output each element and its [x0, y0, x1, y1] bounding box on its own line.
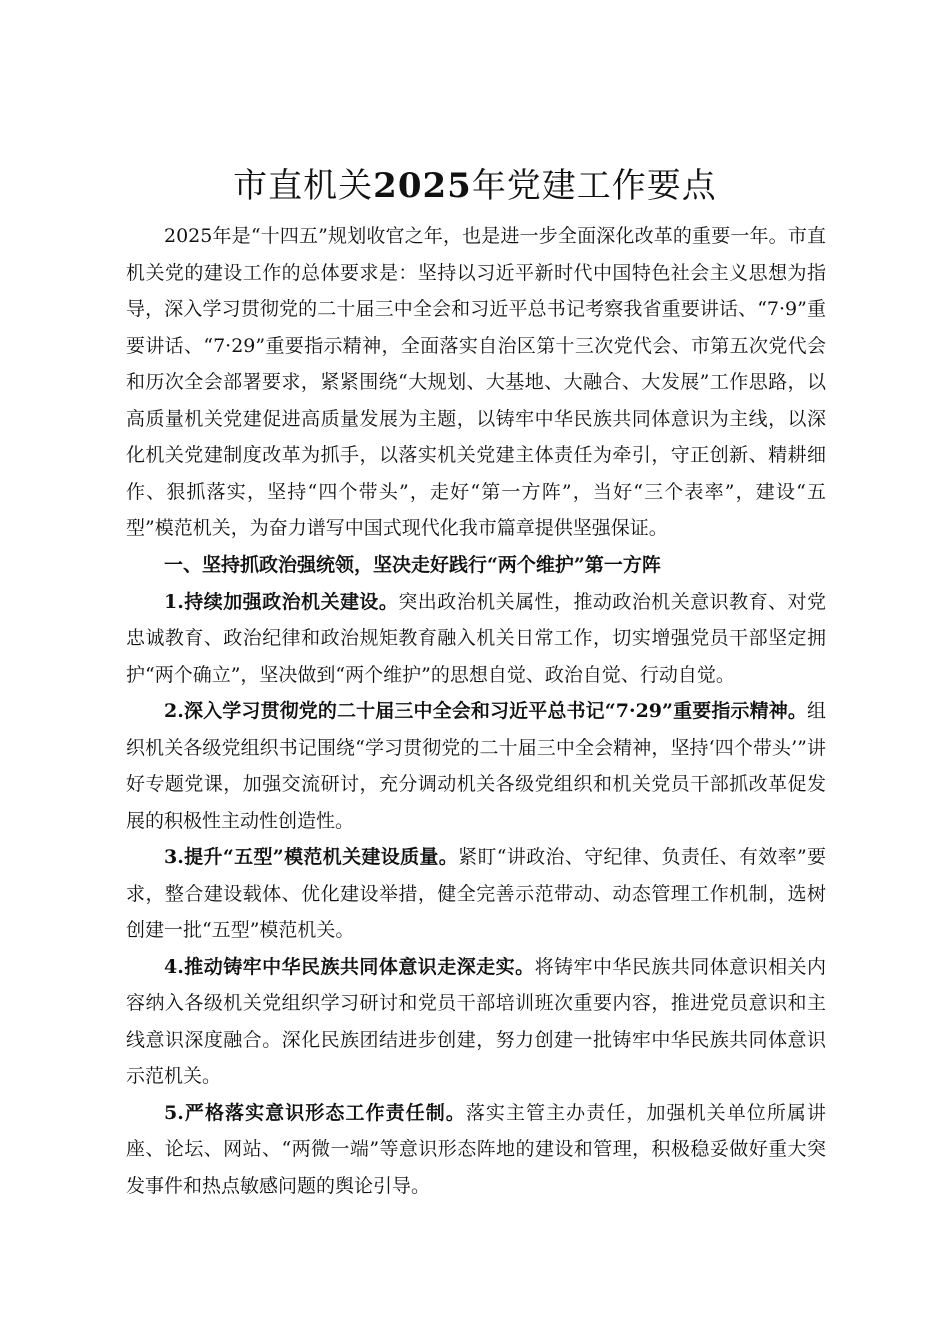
- item-text: 突出政治机关属性，推动政治机关意识教育、对党忠诚教育、政治纪律和政治规矩教育融入机关日常工作，切实增强党员干部坚定拥护“两个确立”，坚决做到“两个维护”的思想自觉、政治自觉、行动自觉。: [126, 590, 826, 686]
- list-item: [126, 839, 826, 949]
- item-text: 组织机关各级党组织书记围绕“学习贯彻党的二十届三中全会精神，坚持‘四个带头’”讲好专题党课，加强交流研讨，充分调动机关各级党组织和机关党员干部抓改革促发展的积极性主动性创造性。: [126, 700, 826, 832]
- list-item: [126, 584, 826, 694]
- list-item: [126, 949, 826, 1095]
- section-heading: 一、坚持抓政治强统领，坚决走好践行“两个维护”第一方阵: [164, 553, 661, 576]
- item-lead: 2.深入学习贯彻党的二十届三中全会和习近平总书记“7·29”重要指示精神。: [164, 700, 807, 722]
- item-lead: 3.提升“五型”模范机关建设质量。: [164, 846, 459, 868]
- title-suffix: 年党建工作要点: [471, 166, 717, 206]
- list-item: [126, 1095, 826, 1205]
- document-body: [126, 218, 826, 1204]
- document-title: [0, 160, 950, 212]
- item-text: 紧盯“讲政治、守纪律、负责任、有效率”要求，整合建设载体、优化建设举措，健全完善示范带动、动态管理工作机制，选树创建一批“五型”模范机关。: [126, 846, 826, 941]
- list-item: [126, 693, 826, 839]
- item-text: 将铸牢中华民族共同体意识相关内容纳入各级机关党组织学习研讨和党员干部培训班次重要内容，推进党员意识和主线意识深度融合。深化民族团结进步创建，努力创建一批铸牢中华民族共同体意识示范机关。: [126, 955, 826, 1087]
- title-year: 2025: [373, 166, 472, 206]
- item-text: 落实主管主办责任，加强机关单位所属讲座、论坛、网站、“两微一端”等意识形态阵地的建设和管理，积极稳妥做好重大突发事件和热点敏感问题的舆论引导。: [126, 1101, 826, 1197]
- title-prefix: 市直机关: [233, 166, 374, 206]
- item-lead: 5.严格落实意识形态工作责任制。: [164, 1101, 466, 1124]
- item-lead: 4.推动铸牢中华民族共同体意识走深走实。: [164, 955, 535, 978]
- intro-paragraph: 2025年是“十四五”规划收官之年，也是进一步全面深化改革的重要一年。市直机关党的建设工作的总体要求是：坚持以习近平新时代中国特色社会主义思想为指导，深入学习贯彻党的二十届三中全会和习近平总书记考察我省重要讲话、“7·9”重要讲话、“7·29”重要指示精神，全面落实自治区第十三次党代会、市第五次党代会和历次全会部署要求，紧紧围绕“大规划、大基地、大融合、大发展”工作思路，以高质量机关党建促进高质量发展为主题，以铸牢中华民族共同体意识为主线，以深化机关党建制度改革为抓手，以落实机关党建主体责任为牵引，守正创新、精耕细作、狠抓落实，坚持“四个带头”，走好“第一方阵”，当好“三个表率”，建设“五型”模范机关，为奋力谱写中国式现代化我市篇章提供坚强保证。: [126, 225, 826, 539]
- item-lead: 1.持续加强政治机关建设。: [164, 590, 399, 613]
